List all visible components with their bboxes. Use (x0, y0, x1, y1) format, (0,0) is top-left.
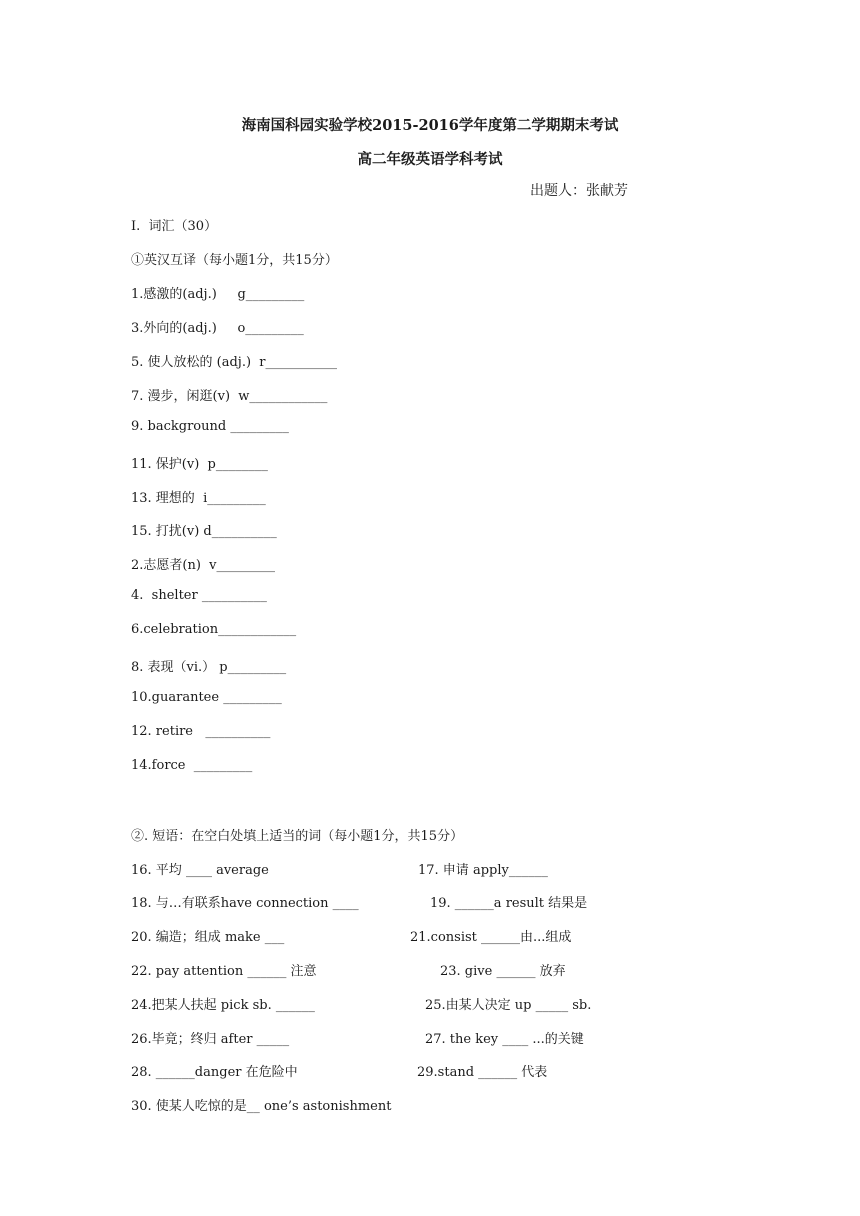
vocab-item: 13. 理想的 i_________ (131, 491, 266, 506)
phrase-item: 26.毕竟；终归 after _____ (131, 1032, 290, 1047)
phrase-item: 30. 使某人吃惊的是__ one’s astonishment (131, 1099, 392, 1114)
exam-title: 海南国科园实验学校2015-2016学年度第二学期期末考试 (241, 117, 619, 134)
author-line: 出题人：张献芳 (530, 183, 628, 199)
phrase-item: 25.由某人决定 up _____ sb. (425, 998, 592, 1013)
part1-heading: ①英汉互译（每小题1分，共15分） (131, 253, 338, 268)
vocab-item: 7. 漫步，闲逛(v) w____________ (131, 389, 328, 404)
phrase-item: 21.consist ______由...组成 (410, 930, 572, 945)
vocab-item: 12. retire __________ (131, 724, 271, 739)
phrase-item: 24.把某人扶起 pick sb. ______ (131, 998, 315, 1013)
vocab-item: 15. 打扰(v) d__________ (131, 524, 277, 539)
phrase-item: 27. the key ____ ...的关键 (425, 1032, 584, 1047)
part2-heading: ②. 短语：在空白处填上适当的词（每小题1分，共15分） (131, 829, 464, 844)
phrase-item: 17. 申请 apply______ (418, 863, 548, 878)
phrase-item: 28. ______danger 在危险中 (131, 1065, 298, 1080)
phrase-item: 22. pay attention ______ 注意 (131, 964, 317, 979)
phrase-item: 18. 与…有联系have connection ____ (131, 896, 359, 911)
vocab-item: 6.celebration____________ (131, 622, 297, 637)
vocab-item: 9. background _________ (131, 419, 289, 434)
vocab-item: 4. shelter __________ (131, 588, 267, 603)
vocab-item: 3.外向的(adj.) o_________ (131, 321, 304, 336)
vocab-item: 1.感激的(adj.) g_________ (131, 287, 305, 302)
phrase-item: 19. ______a result 结果是 (430, 896, 588, 911)
phrase-item: 23. give ______ 放弃 (440, 964, 566, 979)
phrase-item: 29.stand ______ 代表 (417, 1065, 548, 1080)
vocab-item: 8. 表现（vi.） p_________ (131, 660, 287, 675)
exam-subtitle: 高二年级英语学科考试 (357, 151, 503, 168)
phrase-item: 20. 编造；组成 make ___ (131, 930, 285, 945)
phrase-item: 16. 平均 ____ average (131, 863, 269, 878)
vocab-item: 14.force _________ (131, 758, 253, 773)
vocab-item: 2.志愿者(n) v_________ (131, 558, 276, 573)
section-heading-vocab: I. 词汇（30） (131, 219, 218, 234)
vocab-item: 10.guarantee _________ (131, 690, 282, 705)
vocab-item: 5. 使人放松的 (adj.) r___________ (131, 355, 338, 370)
vocab-item: 11. 保护(v) p________ (131, 457, 268, 472)
